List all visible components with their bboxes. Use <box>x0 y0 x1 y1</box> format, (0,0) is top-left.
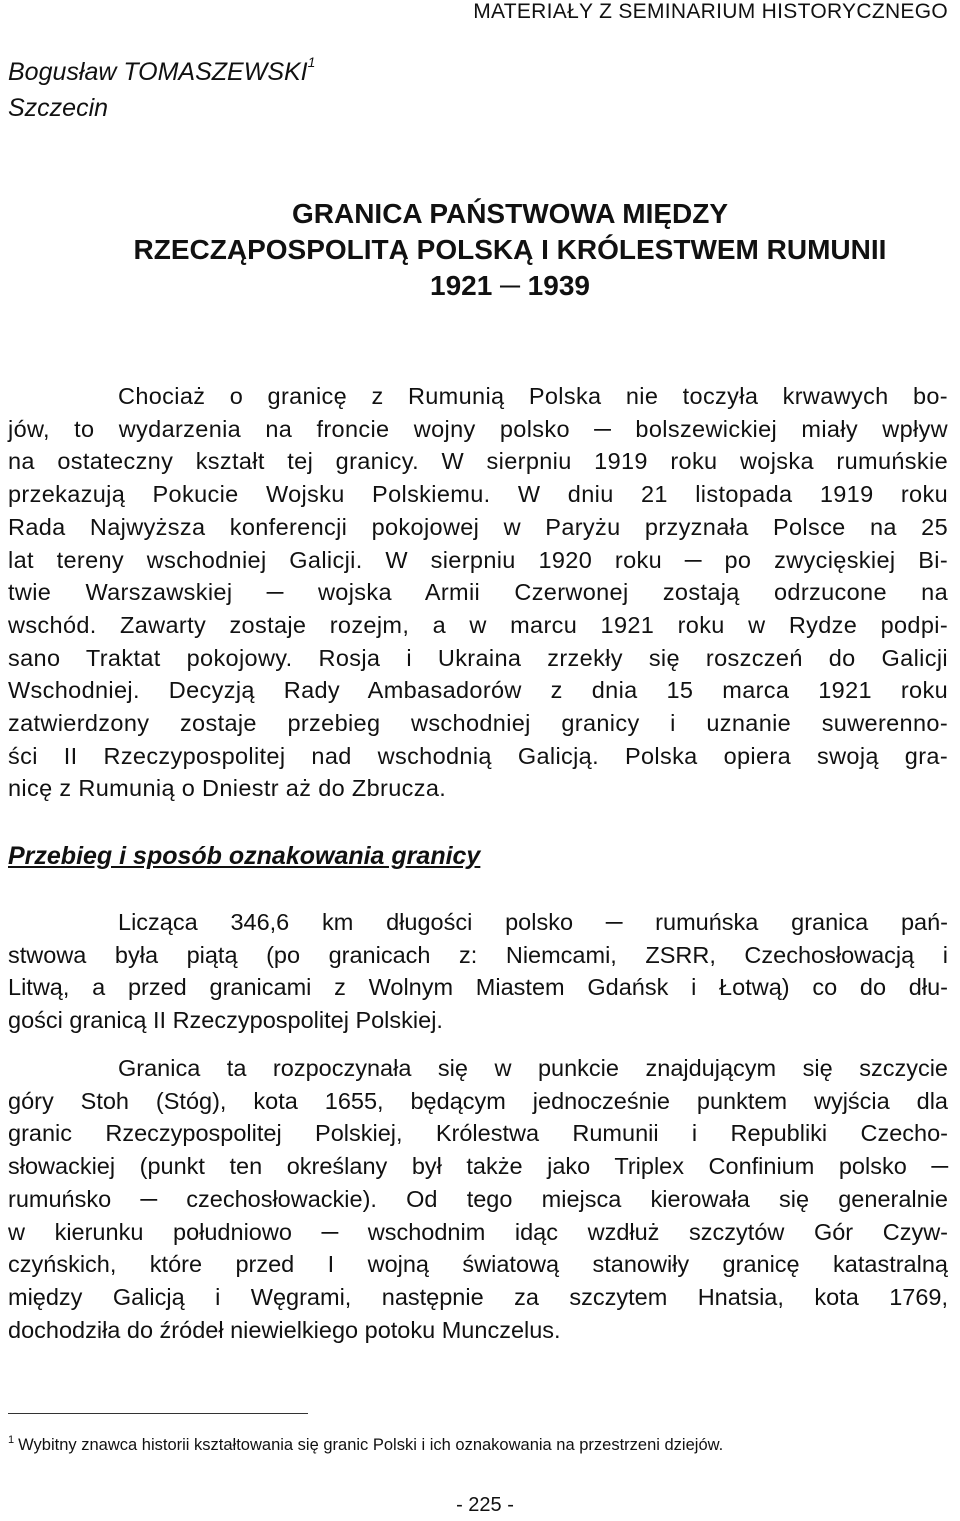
text-line: Litwą, a przed granicami z Wolnym Miastem Gdańsk i Łotwą) co do dłu- <box>8 974 948 1001</box>
text-line: dochodziła do źródeł niewielkiego potoku Munczelus. <box>8 1316 561 1343</box>
section-heading: Przebieg i sposób oznakowania granicy <box>8 842 481 870</box>
text-line: jów, to wydarzenia na froncie wojny polsko ─ bolszewickiej miały wpływ <box>8 415 948 442</box>
text-line: Rada Najwyższa konferencji pokojowej w Paryżu przyznała Polsce na 25 <box>8 513 948 540</box>
footnote-mark: 1 <box>8 1434 15 1446</box>
article-title <box>0 196 960 304</box>
footnote <box>8 1434 723 1455</box>
text-line: wschód. Zawarty zostaje rozejm, a w marcu 1921 roku w Rydze podpi- <box>8 611 948 638</box>
title-line-2: RZECZĄPOSPOLITĄ POLSKĄ I KRÓLESTWEM RUMUNII <box>133 234 887 265</box>
text-line: w kierunku południowo ─ wschodnim idąc wzdłuż szczytów Gór Czyw- <box>8 1218 948 1245</box>
text-line: stwowa była piątą (po granicach z: Niemcami, ZSRR, Czechosłowacją i <box>8 941 948 968</box>
text-line: nicę z Rumunią o Dniestr aż do Zbrucza. <box>8 775 447 802</box>
text-line: lat tereny wschodniej Galicji. W sierpniu 1920 roku ─ po zwycięskiej Bi- <box>8 546 948 573</box>
section-paragraph-1 <box>8 906 948 1037</box>
title-line-1: GRANICA PAŃSTWOWA MIĘDZY <box>291 198 729 229</box>
section-paragraph-2 <box>8 1052 948 1346</box>
text-line: ści II Rzeczypospolitej nad wschodnią Galicją. Polska opiera swoją gra- <box>8 742 948 769</box>
text-line: na ostateczny kształt tej granicy. W sierpniu 1919 roku wojska rumuńskie <box>8 448 948 475</box>
text-line: Granica ta rozpoczynała się w punkcie znajdującym się szczycie <box>118 1055 948 1081</box>
text-line: między Galicją i Węgrami, następnie za szczytem Hnatsia, kota 1769, <box>8 1283 948 1310</box>
text-line: gości granicą II Rzeczypospolitej Polskiej. <box>8 1007 443 1034</box>
intro-paragraph <box>8 380 948 805</box>
text-line: góry Stoh (Stóg), kota 1655, będącym jednocześnie punktem wyjścia dla <box>8 1087 948 1114</box>
text-line: sano Traktat pokojowy. Rosja i Ukraina zrzekły się roszczeń do Galicji <box>8 644 948 671</box>
author-block <box>8 44 315 126</box>
title-line-3: 1921 ─ 1939 <box>430 270 590 301</box>
text-line: Licząca 346,6 km długości polsko ─ rumuńska granica pań- <box>118 909 948 935</box>
text-line: twie Warszawskiej ─ wojska Armii Czerwonej zostają odrzucone na <box>8 579 948 606</box>
author-city: Szczecin <box>8 94 109 122</box>
author-name-line <box>8 44 315 90</box>
footnote-divider <box>8 1413 308 1414</box>
text-line: Wschodniej. Decyzją Rady Ambasadorów z dnia 15 marca 1921 roku <box>8 677 948 704</box>
running-header: MATERIAŁY Z SEMINARIUM HISTORYCZNEGO <box>473 0 948 23</box>
text-line: przekazują Pokucie Wojsku Polskiemu. W dniu 21 listopada 1919 roku <box>8 481 948 508</box>
author-name: Bogusław TOMASZEWSKI <box>8 58 308 86</box>
text-line: Chociaż o granicę z Rumunią Polska nie toczyła krwawych bo- <box>118 383 948 409</box>
text-line: rumuńsko ─ czechosłowackie). Od tego miejsca kierowała się generalnie <box>8 1185 948 1212</box>
text-line: granic Rzeczypospolitej Polskiej, Królestwa Rumunii i Republiki Czecho- <box>8 1120 948 1147</box>
text-line: słowackiej (punkt ten określany był także jako Triplex Confinium polsko ─ <box>8 1153 948 1180</box>
footnote-text: Wybitny znawca historii kształtowania się granic Polski i ich oznakowania na przestrzeni dziejów. <box>18 1436 724 1454</box>
text-line: czyńskich, które przed I wojną światową stanowiły granicę katastralną <box>8 1251 948 1278</box>
author-footnote-mark: 1 <box>307 54 316 70</box>
text-line: zatwierdzony zostaje przebieg wschodniej granicy i uznanie suwerenno- <box>8 710 948 737</box>
page-number: - 225 - <box>456 1494 514 1516</box>
